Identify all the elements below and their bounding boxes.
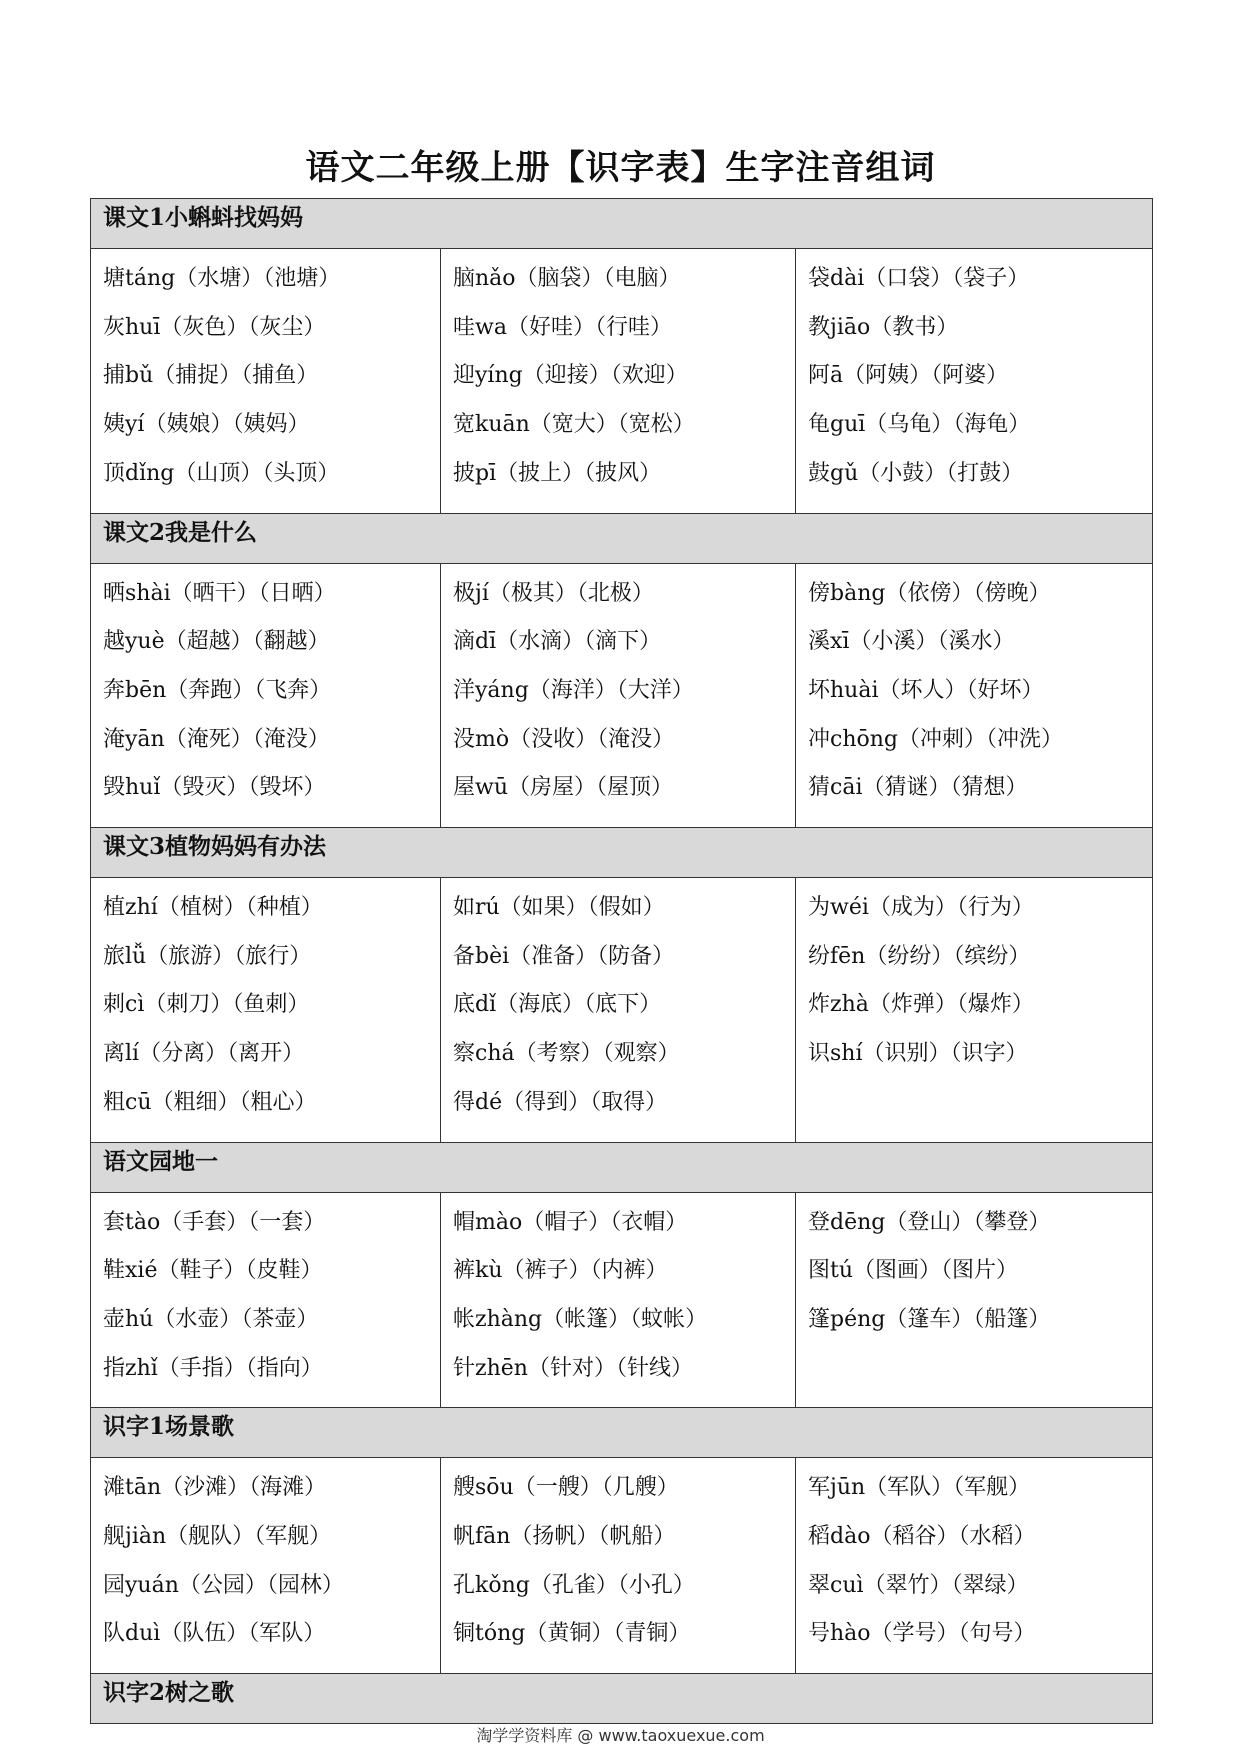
vocab-column (796, 249, 1153, 514)
section-body-row (91, 1458, 1153, 1674)
vocab-column (796, 878, 1153, 1143)
vocab-entry: 极jí（极其）（北极） (453, 580, 654, 606)
vocab-entry: 没mò（没收）（淹没） (453, 726, 675, 752)
vocab-entry: 晒shài（晒干）（日晒） (103, 580, 336, 606)
vocab-column (441, 878, 796, 1143)
vocab-entry: 姨yí（姨娘）（姨妈） (103, 412, 310, 438)
vocab-entry: 针zhēn（针对）（针线） (453, 1355, 693, 1381)
vocab-entry: 离lí（分离）（离开） (103, 1041, 305, 1067)
vocab-entry: 植zhí（植树）（种植） (103, 895, 323, 920)
vocab-entry: 滴dī（水滴）（滴下） (453, 629, 662, 655)
section-body-row (91, 563, 1153, 828)
vocab-entry: 底dǐ（海底）（底下） (453, 992, 662, 1018)
vocab-entry: 篷péng（篷车）（船篷） (808, 1306, 1051, 1332)
vocab-entry: 教jiāo（教书） (808, 314, 959, 340)
section-header-row (91, 828, 1153, 878)
footer-watermark: 淘学学资料库 @ www.taoxuexue.com (476, 1726, 765, 1745)
section-header-row (91, 1142, 1153, 1192)
vocab-entry: 如rú（如果）（假如） (453, 895, 665, 920)
section-header-row (91, 1408, 1153, 1458)
vocab-column (796, 1192, 1153, 1408)
vocab-entry: 傍bàng（依傍）（傍晚） (808, 580, 1051, 606)
page-title: 语文二年级上册【识字表】生字注音组词 (305, 148, 936, 188)
vocab-entry: 帆fān（扬帆）（帆船） (453, 1523, 676, 1549)
vocab-entry: 察chá（考察）（观察） (453, 1041, 680, 1067)
vocab-column (91, 878, 441, 1143)
vocab-entry: 脑nǎo（脑袋）（电脑） (453, 266, 681, 291)
vocab-entry: 顶dǐng（山顶）（头顶） (103, 460, 340, 486)
vocab-column (796, 563, 1153, 828)
vocab-entry: 刺cì（刺刀）（鱼刺） (103, 992, 310, 1018)
vocab-entry: 坏huài（坏人）（好坏） (808, 677, 1044, 703)
vocab-entry: 阿ā（阿姨）（阿婆） (808, 363, 1009, 389)
section-title: 课文2我是什么 (91, 513, 1153, 563)
vocab-entry: 队duì（队伍）（军队） (103, 1621, 326, 1647)
vocab-entry: 粗cū（粗细）（粗心） (103, 1089, 317, 1115)
vocab-entry: 铜tóng（黄铜）（青铜） (453, 1621, 691, 1647)
section-body-row (91, 249, 1153, 514)
vocab-entry: 灰huī（灰色）（灰尘） (103, 314, 326, 340)
vocab-column (441, 563, 796, 828)
section-title: 识字1场景歌 (91, 1408, 1153, 1458)
vocab-entry: 套tào（手套）（一套） (103, 1209, 326, 1235)
vocab-entry: 哇wa（好哇）（行哇） (453, 314, 672, 340)
vocab-entry: 披pī（披上）（披风） (453, 460, 662, 486)
section-title: 课文1小蝌蚪找妈妈 (91, 199, 1153, 249)
vocab-column (796, 1458, 1153, 1674)
vocab-entry: 为wéi（成为）（行为） (808, 895, 1034, 920)
vocab-entry: 号hào（学号）（句号） (808, 1621, 1036, 1647)
vocab-entry: 袋dài（口袋）（袋子） (808, 266, 1030, 291)
section-header-row (91, 199, 1153, 249)
vocab-entry: 迎yíng（迎接）（欢迎） (453, 363, 688, 389)
vocab-entry: 识shí（识别）（识字） (808, 1041, 1028, 1067)
section-body-row (91, 878, 1153, 1143)
vocab-entry: 军jūn（军队）（军舰） (808, 1475, 1031, 1501)
vocab-entry: 旅lǚ（旅游）（旅行） (103, 943, 312, 969)
vocab-entry: 备bèi（准备）（防备） (453, 943, 675, 969)
vocab-entry: 冲chōng（冲刺）（冲洗） (808, 726, 1063, 752)
vocab-entry: 溪xī（小溪）（溪水） (808, 629, 1015, 655)
vocab-entry: 帽mào（帽子）（衣帽） (453, 1209, 688, 1235)
section-title: 课文3植物妈妈有办法 (91, 828, 1153, 878)
vocab-entry: 艘sōu（一艘）（几艘） (453, 1475, 679, 1501)
section-body-row (91, 1192, 1153, 1408)
vocab-entry: 捕bǔ（捕捉）（捕鱼） (103, 363, 319, 389)
vocab-entry: 越yuè（超越）（翻越） (103, 629, 330, 655)
vocab-column (91, 249, 441, 514)
vocab-entry: 登dēng（登山）（攀登） (808, 1209, 1051, 1235)
vocab-entry: 毁huǐ（毁灭）（毁坏） (103, 775, 326, 801)
vocab-entry: 炸zhà（炸弹）（爆炸） (808, 992, 1034, 1018)
vocab-entry: 滩tān（沙滩）（海滩） (103, 1475, 327, 1501)
vocab-entry: 奔bēn（奔跑）（飞奔） (103, 677, 332, 703)
vocab-column (441, 1458, 796, 1674)
vocab-entry: 宽kuān（宽大）（宽松） (453, 412, 695, 438)
vocab-entry: 指zhǐ（手指）（指向） (103, 1355, 323, 1381)
vocab-entry: 稻dào（稻谷）（水稻） (808, 1523, 1036, 1549)
section-header-row (91, 513, 1153, 563)
vocab-column (91, 1458, 441, 1674)
vocab-entry: 龟guī（乌龟）（海龟） (808, 412, 1031, 438)
vocab-entry: 猜cāi（猜谜）（猜想） (808, 775, 1028, 801)
vocab-entry: 鞋xié（鞋子）（皮鞋） (103, 1258, 323, 1284)
vocab-entry: 壶hú（水壶）（茶壶） (103, 1306, 319, 1332)
vocab-entry: 纷fēn（纷纷）（缤纷） (808, 943, 1031, 969)
section-header-row (91, 1674, 1153, 1724)
vocab-entry: 淹yān（淹死）（淹没） (103, 726, 330, 752)
vocab-column (441, 1192, 796, 1408)
vocab-entry: 塘táng（水塘）（池塘） (103, 266, 341, 291)
vocab-column (91, 1192, 441, 1408)
vocab-column (91, 563, 441, 828)
vocab-entry: 得dé（得到）（取得） (453, 1089, 668, 1115)
vocab-entry: 舰jiàn（舰队）（军舰） (103, 1523, 332, 1549)
vocab-table (90, 198, 1153, 1724)
vocab-entry: 鼓gǔ（小鼓）（打鼓） (808, 460, 1024, 486)
section-title: 识字2树之歌 (91, 1674, 1153, 1724)
vocab-column (441, 249, 796, 514)
vocab-entry: 孔kǒng（孔雀）（小孔） (453, 1572, 695, 1598)
vocab-entry: 洋yáng（海洋）（大洋） (453, 677, 694, 703)
section-title: 语文园地一 (91, 1142, 1153, 1192)
vocab-entry: 帐zhàng（帐篷）（蚊帐） (453, 1306, 708, 1332)
vocab-entry: 翠cuì（翠竹）（翠绿） (808, 1572, 1029, 1598)
vocab-entry: 图tú（图画）（图片） (808, 1258, 1019, 1284)
vocab-entry: 裤kù（裤子）（内裤） (453, 1258, 668, 1284)
vocab-entry: 园yuán（公园）（园林） (103, 1572, 344, 1598)
vocab-entry: 屋wū（房屋）（屋顶） (453, 775, 674, 801)
